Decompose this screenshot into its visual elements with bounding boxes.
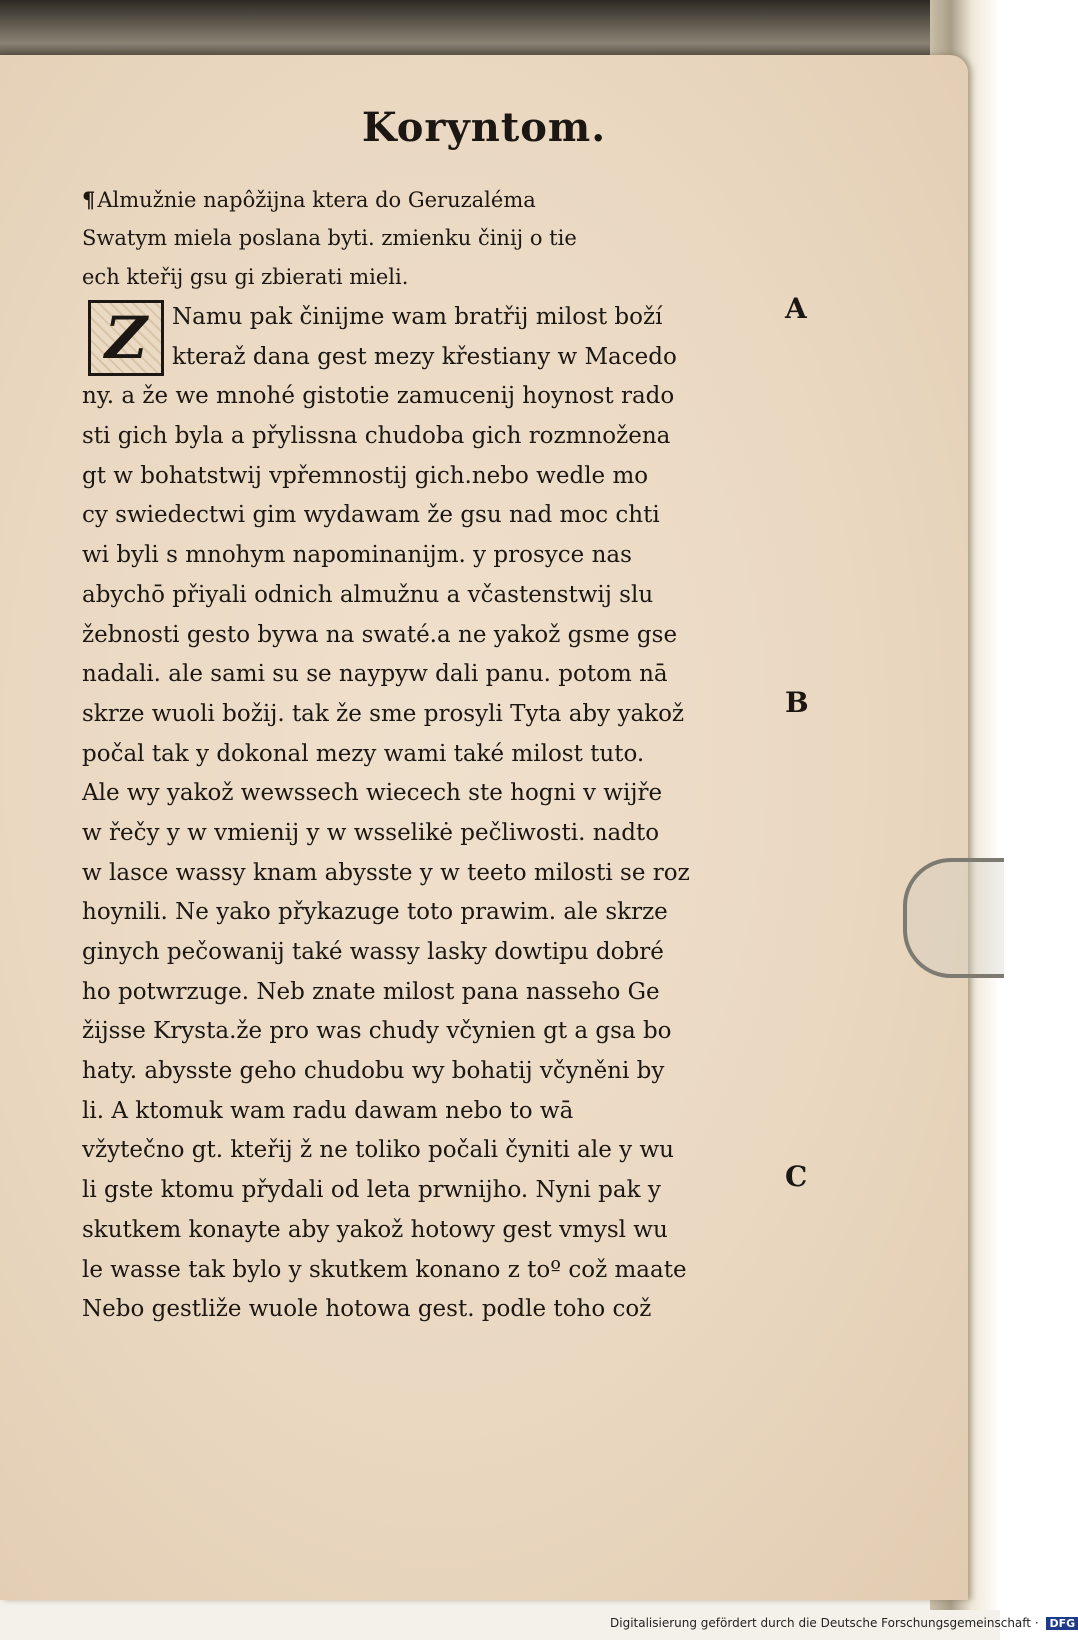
- body-line: haty. abysste geho chudobu wy bohatij včyněni by: [82, 1058, 665, 1085]
- summary-line: ech kteřij gsu gi zbierati mieli.: [82, 265, 409, 289]
- credit-text: Digitalisierung gefördert durch die Deutsche Forschungsgemeinschaft ·: [610, 1616, 1039, 1630]
- body-line: li. A ktomuk wam radu dawam nebo to wā: [82, 1097, 574, 1124]
- page-heading: Koryntom.: [361, 104, 607, 151]
- body-line: Namu pak činijme wam bratřij milost boží: [172, 304, 663, 330]
- body-line: li gste ktomu přydali od leta prwnijho. Nyni pak y: [82, 1177, 661, 1204]
- body-line: Ale wy yakož wewssech wiecech ste hogni v wijře: [82, 780, 663, 807]
- body-line: skrze wuoli božij. tak že sme prosyli Tyta aby yakož: [82, 700, 685, 727]
- body-line: ginych pečowanij také wassy lasky dowtipu dobré: [82, 939, 664, 965]
- marginal-letter-a: A: [785, 292, 807, 325]
- body-line: kteraž dana gest mezy křestiany w Macedo: [172, 343, 677, 370]
- body-line: hoynili. Ne yako přykazuge toto prawim. ale skrze: [82, 899, 668, 926]
- body-line: gt w bohatstwij vpřemnostij gich.nebo wedle mo: [82, 462, 649, 489]
- body-line: le wasse tak bylo y skutkem konano z toº což maate: [82, 1256, 687, 1283]
- body-line: abychō přiyali odnich almužnu a včastenstwij slu: [82, 581, 654, 608]
- body-line: sti gich byla a přylissna chudoba gich rozmnožena: [82, 423, 671, 450]
- body-line: wi byli s mnohym napominanijm. y prosyce nas: [82, 542, 632, 569]
- dfg-logo: DFG: [1046, 1617, 1078, 1630]
- body-line: nadali. ale sami su se naypyw dali panu. potom nā: [82, 661, 668, 688]
- book-top-edge: [0, 0, 930, 62]
- body-line: w řečy y w vmienij y w wsselikė pečliwosti. nadto: [82, 819, 660, 846]
- body-line: žebnosti gesto bywa na swaté.a ne yakož gsme gse: [82, 621, 678, 648]
- marginal-letter-c: C: [785, 1160, 808, 1193]
- body-line: žijsse Krysta.že pro was chudy včynien gt a gsa bo: [82, 1018, 672, 1045]
- digitization-credit: [610, 1616, 1078, 1630]
- body-line: Nebo gestliže wuole hotowa gest. podle toho což: [82, 1296, 652, 1323]
- summary-line: ¶Almužnie napôžijna ktera do Geruzaléma: [82, 187, 536, 212]
- chapter-summary: [82, 180, 752, 297]
- marginal-letter-b: B: [785, 686, 809, 719]
- body-line: ny. a že we mnohé gistotie zamucenij hoynost rado: [82, 383, 675, 410]
- body-line: počal tak y dokonal mezy wami také milost tuto.: [82, 740, 645, 767]
- page-clip: [903, 858, 1004, 978]
- body-line: ho potwrzuge. Neb znate milost pana nasseho Ge: [82, 978, 660, 1005]
- body-line: w lasce wassy knam abysste y w teeto milosti se roz: [82, 859, 690, 886]
- pilcrow-mark: ¶: [82, 187, 96, 212]
- summary-line: Swatym miela poslana byti. zmienku činij o tie: [82, 226, 577, 250]
- body-line: cy swiedectwi gim wydawam že gsu nad moc chti: [82, 502, 660, 529]
- body-text: [82, 298, 752, 1330]
- body-line: skutkem konayte aby yakož hotowy gest vmysl wu: [82, 1216, 668, 1243]
- decorated-initial: Z: [88, 300, 164, 376]
- body-line: vžytečno gt. kteřij ž ne toliko počali čyniti ale y wu: [82, 1137, 674, 1164]
